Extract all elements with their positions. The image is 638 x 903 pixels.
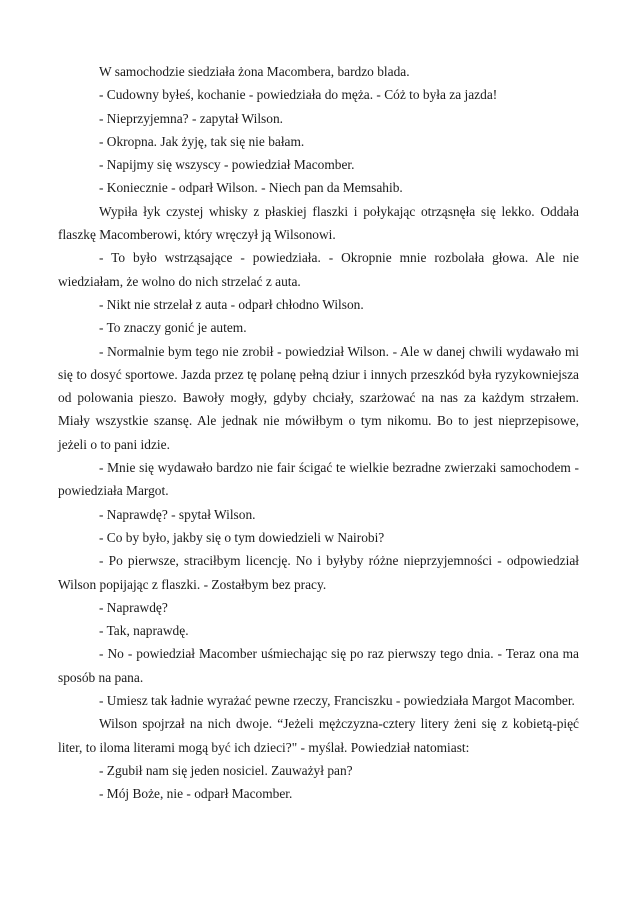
paragraph: - Umiesz tak ładnie wyrażać pewne rzeczy, Franciszku - powiedziała Margot Macomber. — [99, 693, 575, 709]
paragraph: - Naprawdę? - spytał Wilson. — [99, 506, 256, 522]
story-text — [58, 60, 579, 806]
paragraph: Wilson spojrzał na nich dwoje. “Jeżeli mężczyzna-cztery litery żeni się z kobietą-pięć liter, to iloma literami mogą być ich dzieci?" - myślał. Powiedział natomiast: — [58, 716, 579, 755]
paragraph: - Mój Boże, nie - odparł Macomber. — [99, 786, 293, 802]
paragraph: - Zgubił nam się jeden nosiciel. Zauważył pan? — [99, 762, 353, 778]
paragraph: - Napijmy się wszyscy - powiedział Macomber. — [99, 157, 355, 173]
paragraph: - Cudowny byłeś, kochanie - powiedziała do męża. - Cóż to była za jazda! — [99, 87, 498, 103]
paragraph: - No - powiedział Macomber uśmiechając się po raz pierwszy tego dnia. - Teraz ona ma sposób na pana. — [58, 646, 579, 685]
paragraph: - Mnie się wydawało bardzo nie fair ścigać te wielkie bezradne zwierzaki samochodem - powiedziała Margot. — [58, 460, 579, 499]
paragraph: - Tak, naprawdę. — [99, 623, 189, 639]
paragraph: Wypiła łyk czystej whisky z płaskiej flaszki i połykając otrząsnęła się lekko. Oddała flaszkę Macomberowi, który wręczył ją Wilsonowi. — [58, 203, 579, 243]
paragraph: - Nieprzyjemna? - zapytał Wilson. — [99, 110, 284, 126]
paragraph: - Nikt nie strzelał z auta - odparł chłodno Wilson. — [99, 296, 364, 312]
paragraph: - Po pierwsze, straciłbym licencję. No i byłyby różne nieprzyjemności - odpowiedział Wilson popijając z flaszki. - Zostałbym bez pracy. — [58, 553, 579, 592]
paragraph: - To znaczy gonić je autem. — [99, 320, 247, 336]
paragraph: - Normalnie bym tego nie zrobił - powiedział Wilson. - Ale w danej chwili wydawało mi się to dosyć sportowe. Jazda przez tę polanę pełną dziur i innych przeszkód była ryzykowniejsza od polowania pieszo. Bawoły mogły, gdyby chciały, szarżować na nas za każdym strzałem. Miały wszystkie szansę. Ale jednak nie mówiłbym o tym nikomu. Bo to jest nieprzepisowe, jeżeli o to pani idzie. — [58, 343, 579, 452]
paragraph: - Koniecznie - odparł Wilson. - Niech pan da Memsahib. — [99, 180, 403, 196]
paragraph: W samochodzie siedziała żona Macombera, bardzo blada. — [99, 64, 410, 79]
paragraph: - Naprawdę? — [99, 599, 168, 615]
paragraph: - Okropna. Jak żyję, tak się nie bałam. — [99, 133, 305, 149]
paragraph: - Co by było, jakby się o tym dowiedzieli w Nairobi? — [99, 529, 385, 545]
paragraph: - To było wstrząsające - powiedziała. - Okropnie mnie rozbolała głowa. Ale nie wiedziałam, że wolno do nich strzelać z auta. — [58, 250, 579, 289]
